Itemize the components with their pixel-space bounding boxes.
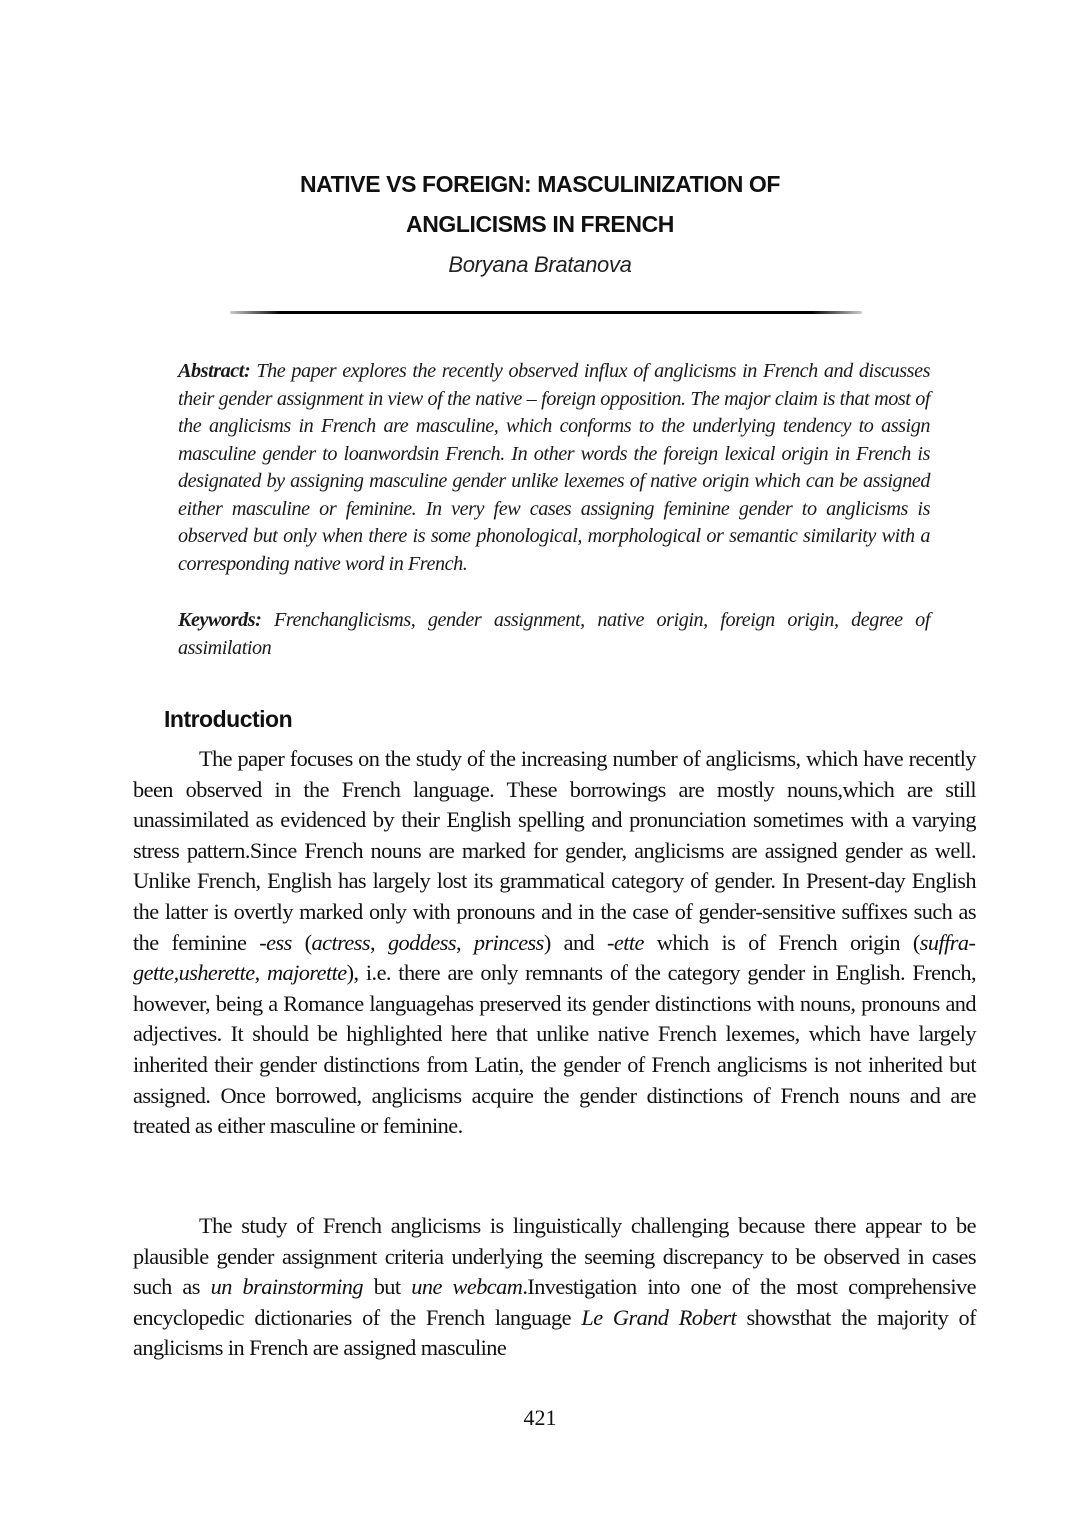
italic-run: -ess bbox=[259, 929, 292, 955]
introduction-paragraph-1 bbox=[133, 744, 976, 1142]
paper-title-line-2: ANGLICISMS IN FRENCH bbox=[405, 211, 674, 237]
keywords bbox=[178, 607, 930, 662]
italic-run: majorette bbox=[266, 960, 347, 986]
text-run: .Investigation into one of the most comprehensive encyclopedic dictionaries of the French language bbox=[133, 1274, 977, 1330]
keywords-text: Frenchanglicisms, gender assignment, native origin, foreign origin, degree of assimilation bbox=[178, 609, 930, 659]
italic-run: -ette bbox=[607, 929, 644, 955]
title-divider bbox=[230, 311, 862, 314]
text-run: ), i.e. there are only remnants of the category gender in English. French, however, being a Romance languagehas preserved its gender distinctions with nouns, pronouns and adjectives. It should be highlighted here that unlike native French lexemes, which have largely inherited their gender distinctions from Latin, the gender of French anglicisms is not inherited but assigned. Once borrowed, anglicisms acquire the gender distinctions of French nouns and are treated as either masculine or feminine. bbox=[133, 960, 976, 1139]
paper-title-line-1: NATIVE VS FOREIGN: MASCULINIZATION OF bbox=[299, 171, 781, 197]
text-run: showsthat the majority of anglicisms in French are assigned masculine bbox=[133, 1304, 977, 1361]
introduction-paragraph-2 bbox=[133, 1211, 976, 1364]
italic-run: goddess bbox=[387, 929, 456, 955]
author-name: Boryana Bratanova bbox=[448, 252, 632, 277]
text-run: , bbox=[370, 929, 388, 955]
text-run: The study of French anglicisms is linguistically challenging because there appear to be plausible gender assignment criteria underlying the seeming discrepancy to be observed in cases such as bbox=[133, 1213, 976, 1300]
italic-run: Le Grand Robert bbox=[581, 1304, 737, 1330]
text-run: ) and bbox=[543, 929, 608, 955]
text-run: which is of French origin ( bbox=[643, 929, 920, 955]
abstract-label: Abstract: bbox=[178, 360, 251, 382]
text-run: ( bbox=[291, 929, 312, 955]
italic-run: un brainstorming bbox=[210, 1274, 363, 1300]
text-run: , bbox=[254, 960, 267, 986]
italic-run: suffragette,usherette bbox=[133, 929, 976, 986]
text-run: The paper focuses on the study of the increasing number of anglicisms, which have recently been observed in the French language. These borrowings are mostly nouns,which are still unassimilated as evidenced by their English spelling and pronunciation sometimes with a varying stress pattern.Since French nouns are marked for gender, anglicisms are assigned gender as well. Unlike French, English has largely lost its grammatical category of gender. In Present-day English the latter is overtly marked only with pronouns and in the case of gender-sensitive suffixes such as the feminine bbox=[133, 746, 976, 955]
italic-run: princess bbox=[473, 929, 544, 955]
italic-run: actress bbox=[311, 929, 371, 955]
italic-run: une webcam bbox=[411, 1274, 523, 1300]
page-number: 421 bbox=[523, 1405, 557, 1430]
text-run: , bbox=[455, 929, 474, 955]
abstract bbox=[178, 358, 930, 578]
keywords-label: Keywords: bbox=[178, 609, 262, 631]
abstract-text: The paper explores the recently observed influx of anglicisms in French and discusses their gender assignment in view of the native – foreign opposition. The major claim is that most of the anglicisms in French are masculine, which conforms to the underlying tendency to assign masculine gender to loanwordsin French. In other words the foreign lexical origin in French is designated by assigning masculine gender unlike lexemes of native origin which can be assigned either masculine or feminine. In very few cases assigning feminine gender to anglicisms is observed but only when there is some phonological, morphological or semantic similarity with a corresponding native word in French. bbox=[178, 360, 930, 575]
section-heading-introduction: Introduction bbox=[164, 706, 293, 732]
text-run: but bbox=[362, 1274, 412, 1300]
